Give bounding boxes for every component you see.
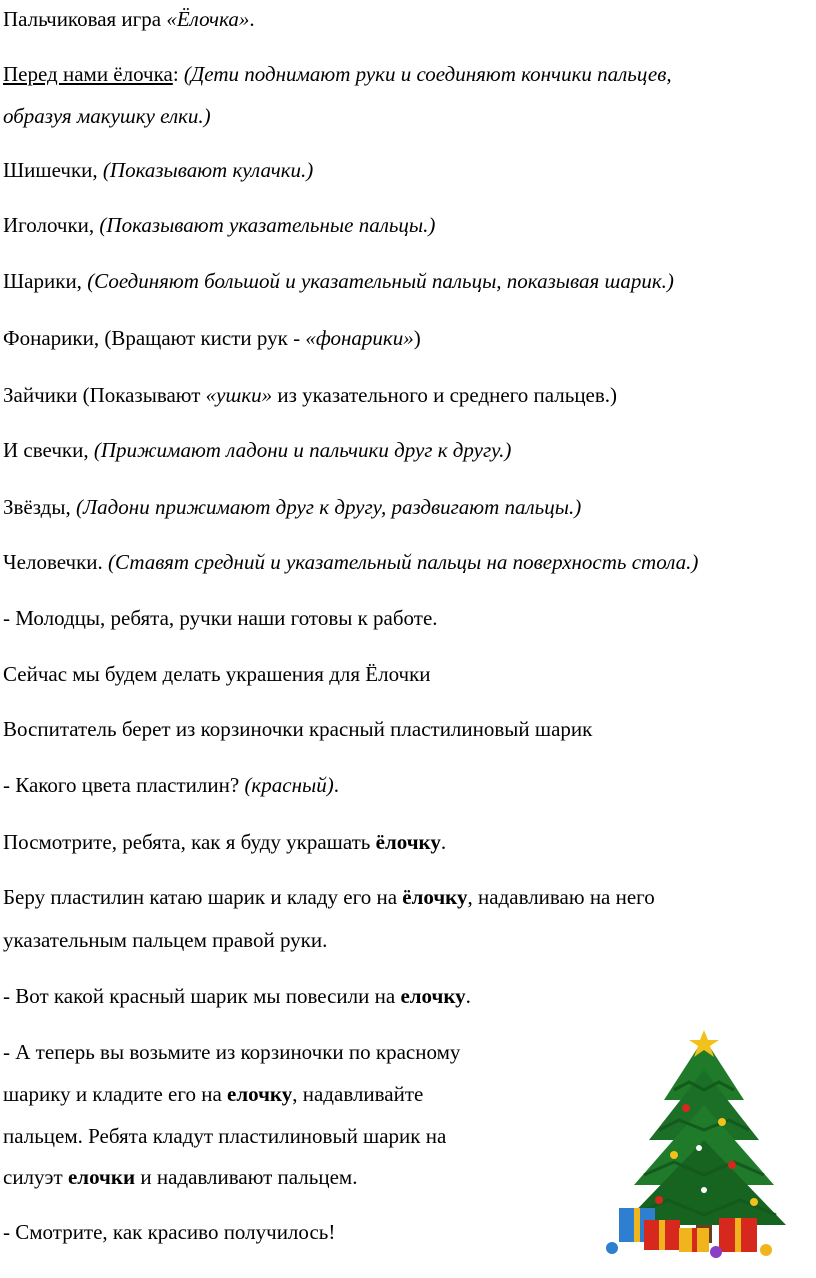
paragraph: Сейчас мы будем делать украшения для Ёлочки [3,662,431,686]
paragraph: силуэт елочки и надавливают пальцем. [3,1165,358,1189]
paragraph: Фонарики, (Вращают кисти рук - «фонарики») [3,326,421,350]
paragraph: Посмотрите, ребята, как я буду украшать ёлочку. [3,830,447,854]
paragraph: Зайчики (Показывают «ушки» из указательного и среднего пальцев.) [3,383,618,407]
paragraph: указательным пальцем правой руки. [3,928,328,952]
paragraph: шарику и кладите его на елочку, надавливайте [3,1082,424,1106]
paragraph: - Вот какой красный шарик мы повесили на елочку. [3,984,471,1008]
doc-title: Пальчиковая игра «Ёлочка». [3,7,255,31]
paragraph: Звёзды, (Ладони прижимают друг к другу, раздвигают пальцы.) [3,495,582,519]
paragraph: образуя макушку елки.) [3,104,211,128]
paragraph: Перед нами ёлочка: (Дети поднимают руки и соединяют кончики пальцев, [3,62,672,86]
paragraph: - Какого цвета пластилин? (красный). [3,773,339,797]
paragraph: - Смотрите, как красиво получилось! [3,1220,336,1244]
paragraph: Человечки. (Ставят средний и указательный пальцы на поверхность стола.) [3,550,699,574]
paragraph: - А теперь вы возьмите из корзиночки по красному [3,1040,461,1064]
paragraph: Иголочки, (Показывают указательные пальцы.) [3,213,436,237]
paragraph: Воспитатель берет из корзиночки красный пластилиновый шарик [3,717,593,741]
paragraph: Шарики, (Соединяют большой и указательный пальцы, показывая шарик.) [3,269,674,293]
paragraph: Шишечки, (Показывают кулачки.) [3,158,314,182]
paragraph: Беру пластилин катаю шарик и кладу его на ёлочку, надавливаю на него [3,885,655,909]
paragraph: - Молодцы, ребята, ручки наши готовы к работе. [3,606,438,630]
christmas-tree-image [604,1030,804,1260]
paragraph: пальцем. Ребята кладут пластилиновый шарик на [3,1124,447,1148]
paragraph: И свечки, (Прижимают ладони и пальчики друг к другу.) [3,438,512,462]
